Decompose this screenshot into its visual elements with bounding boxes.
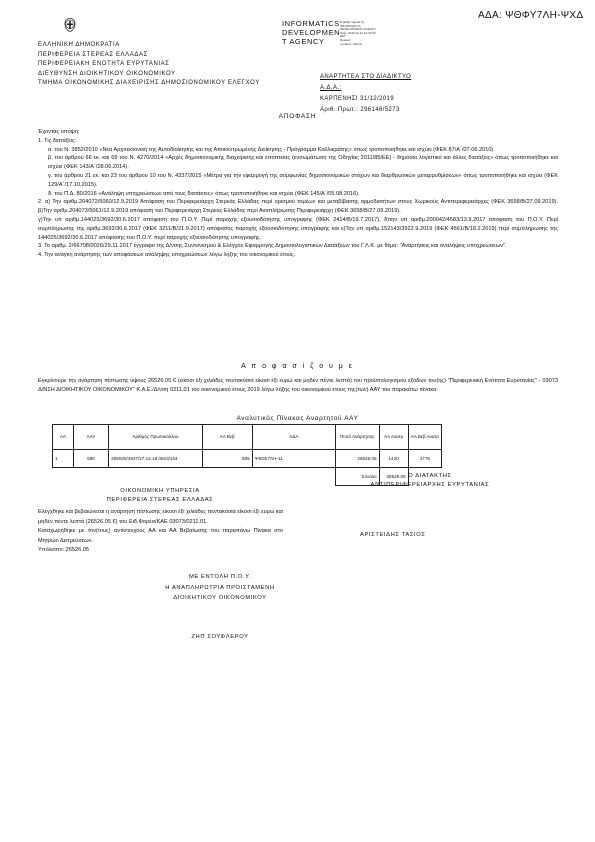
considerations (38, 128, 558, 260)
paragraph: β. του άρθρου 66 εκ. και 69 του Ν. 4270/2014 «Αρχές δημοσιονομικής διαχείρισης και εποπτείας (ενσωμάτωση της Οδηγίας 2011/85/ΕΕ) - δημόσιο λογιστικό και άλλες διατάξεις» όπως τροποποιήθηκε και ισχύει (ΦΕΚ 143/Α΄/28.06.2014). (48, 155, 558, 171)
ada-code: ΑΔΑ: ΨΘΦΥ7ΛΗ-ΨΧΔ (478, 10, 584, 21)
header-line: ΕΛΛΗΝΙΚΗ ΔΗΜΟΚΡΑΤΙΑ (38, 42, 120, 48)
table-cell: 26526.05 (335, 450, 379, 468)
signature-agency-logo (282, 19, 340, 46)
column-header: ΑΔΑ (252, 425, 335, 450)
column-header: ΑΑΥ (73, 425, 108, 450)
signatory-name: ΑΡΙΣΤΕΙΔΗΣ ΤΑΣΙΟΣ (360, 532, 426, 538)
authorizer-role: ΑΝΤΙΠΕΡΙΦΕΡΕΙΑΡΧΗΣ ΕΥΡΥΤΑΝΙΑΣ (370, 482, 490, 488)
paragraph: α. του Ν. 3852/2010 «Νέα Αρχιτεκτονική της Αυτοδιοίκησης και της Αποκεντρωμένης Διοίκησης - Πρόγραμμα Καλλικράτης» όπως τροποποιήθηκε και ισχύει (ΦΕΚ 87/Α΄/07.06.2010). (48, 146, 495, 153)
logo-line: INFORMATICS (282, 19, 340, 28)
greek-emblem-icon (64, 18, 76, 32)
table-cell: 605 (202, 450, 252, 468)
authorizing-officer-block (340, 472, 520, 490)
paragraph: γ. του άρθρου 21 εκ. και 23 του άρθρου 10 του Ν. 4337/2015 «Μέτρα για την εφαρμογή της συμφωνίας δημοσιονομικών στόχων και διαρθρωτικών μεταρρυθμίσεων» όπως τροποποιήθηκε και ισχύει (ΦΕΚ 129/Α΄/17.10.2015). (48, 172, 558, 188)
table-cell: 206020/4837/27.12.18 4823/104 (109, 450, 203, 468)
financial-service-block (80, 487, 240, 505)
column-header: Ποσό Ανάρτησης (335, 425, 379, 450)
table-row (53, 450, 442, 468)
header-line: ΔΙΕΥΘΥΝΣΗ ΔΙΟΙΚΗΤΙΚΟΥ ΟΙΚΟΝΟΜΙΚΟΥ (38, 70, 176, 77)
signature-detail-line: INFORMATICS (340, 23, 361, 28)
column-header: ΑΑ Βεβ Ανατρ (408, 425, 441, 450)
decision-heading: Α π ο φ α σ ί ζ ο υ μ ε (241, 363, 354, 370)
column-header: ΑΑ Βεβ (202, 425, 252, 450)
by-order-block (100, 572, 340, 604)
column-header: ΑΑ (53, 425, 74, 450)
protocol-number: Αριθ. Πρωτ.: 296146/5273 (320, 107, 400, 113)
remaining-balance: Υπόλοιπο: 26526.05 (38, 547, 89, 553)
table-caption: Αναλυτικός Πίνακας Αναρτητού ΑΑΥ (236, 415, 359, 422)
decision-text: Εγκρίνουμε την ανάρτηση πίστωσης ύψους 26526.05 € (είκοσι έξι χιλιάδες πεντακόσια είκοσι έξι ευρώ και μηδέν πέντε λεπτά) του προϋπολογισμού εξόδων του(ης) "Περιφερειακή Ενότητα Ευρυτανίας" - 03073 Δ/ΝΣΗ ΔΙΟΙΚΗΤΙΚΟΥ ΟΙΚΟΝΟΜΙΚΟΥ" Κ.Α.Ε./Δ/νση 0211.01 του οικονομικού έτους 2019 λόγω λήξης του οικονομικού έτους της(των) ΑΑΥ του παρακάτω πίνακα: (38, 378, 558, 393)
document-title: ΑΠΟΦΑΣΗ (278, 113, 317, 120)
paragraph: Ελέγχθηκε και βεβαιώνεται η ανάρτηση πίστωσης είκοσι έξι χιλιάδες πεντακόσια είκοσι έξι ευρώ και μηδέν πέντε λεπτά (26526.05 €) του Ειδ.Φορέα/ΚΑΕ 03073/0211.01. (38, 509, 283, 525)
header-line: ΠΕΡΙΦΕΡΕΙΑ ΣΤΕΡΕΑΣ ΕΛΛΑΔΑΣ (38, 51, 148, 58)
paragraph: Έχοντας υπόψη: (38, 129, 80, 135)
order-line: Η ΑΝΑΠΛΗΡΩΤΡΙΑ ΠΡΟΙΣΤΑΜΕΝΗ (165, 584, 275, 591)
table-cell: 580 (73, 450, 108, 468)
issuing-authority (38, 41, 260, 89)
ada-label: Α.Δ.Α.: (320, 85, 342, 91)
deputy-head-name: ΖΗΠ ΣΟΥΦΛΕΡΟΥ (191, 634, 249, 640)
table-header-row (53, 425, 442, 450)
total-value: 26526.05 (379, 468, 408, 486)
table-cell: 1420 (379, 450, 408, 468)
paragraph: 4. Την ανάγκη ανάρτησης των αποφάσεων ανάληψης υποχρεώσεων λόγω λήξης του οικονομικού έτους. (38, 252, 296, 259)
publication-info (320, 72, 411, 116)
paragraph: Καταχωρήθηκε με τον(τους) αντίστοιχους ΑΑ και ΑΑ Βεβαίωσης του παραπάνω Πίνακα στο Μητρώο Δεσμεύσεων. (38, 528, 283, 544)
place-date: ΚΑΡΠΕΝΗΣΙ 31/12/2019 (320, 96, 395, 102)
column-header: Αριθμός Πρωτοκόλλου (109, 425, 203, 450)
paragraph: 2. α) Την αριθμ.204072/5060/12.9.2019 Απόφαση του Περιφερειάρχη Στερεάς Ελλάδας περί ορισμού τομέων και μεταβίβασης αρμοδιοτήτων στους Χωρικούς Αντιπεριφερειάρχες (ΦΕΚ 3658/Β/27.09.2019). β)Την αριθμ.204073/5061/12.9.2019 απόφαση του Περιφερειάρχη Στερεάς Ελλάδας περί Αναπλήρωσης Περιφερειάρχη (ΦΕΚ 3658/Β/27.09.2019). (38, 199, 558, 215)
paragraph: δ. του Π.Δ. 80/2016 «Ανάληψη υποχρεώσεων από τους διατάκτες» όπως τροποποιήθηκε και ισχύει (ΦΕΚ 145/Α΄/05.08.2016). (48, 190, 360, 197)
logo-line: DEVELOPMEN (282, 28, 341, 37)
publish-online-label: ΑΝΑΡΤΗΤΕΑ ΣΤΟ ΔΙΑΔΙΚΤΥΟ (320, 74, 412, 80)
signature-detail-line: Location: Athens (340, 41, 363, 46)
logo-line: T AGENCY (282, 37, 325, 46)
order-line: ΜΕ ΕΝΤΟΛΗ Π.Ο.Υ. (188, 574, 252, 580)
paragraph: γ)Την υπ αριθμ.144025/3692/30.6.2017 απόφαση του Π.Ο.Υ. Περί παροχής εξουσιοδότησης υπογραφής (ΦΕΚ 2414/Β/19.7.2017), δ)την υπ αριθμ.200042/4583/13.9.2017 απόφαση του Π.Ο.Υ. Περί συμπλήρωσης της αριθμ.3692/30.6.2017 (ΦΕΚ 3211/Β/21.9.2017) απόφασης παροχής εξουσιοδότησης υπογραφής και ε)Την υπ αριθμ.152143/3922.9.2019 (ΦΕΚ 4561/Β/18.2.2019) περί συμπλήρωσης της 144025/3692/30.6.2017 απόφασης του Π.Ο.Υ. περί παροχής εξουσιοδότησης υπογραφής. (38, 216, 558, 241)
signature-detail-line: Date: 2019.12.31 12:22:52 (340, 30, 376, 35)
order-line: ΔΙΟΙΚΗΤΙΚΟΥ ΟΙΚΟΝΟΜΙΚΟΥ (173, 595, 267, 601)
header-line: ΤΜΗΜΑ ΟΙΚΟΝΟΜΙΚΗΣ ΔΙΑΧΕΙΡΙΣΗΣ ΔΗΜΟΣΙΟΝΟΜΙΚΟΥ ΕΛΕΓΧΟΥ (38, 80, 260, 86)
table-cell: Ψ6ΘΣ7ΛΗ-11 (252, 450, 335, 468)
signature-detail-line: EET (340, 34, 346, 39)
signature-detail-line: Reason: (340, 37, 352, 42)
signature-detail-line: DEVELOPMENT AGENCY (340, 27, 376, 32)
authorizer-title: Ο ΔΙΑΤΑΚΤΗΣ (408, 473, 452, 479)
signature-detail-line: Digitally signed by (340, 20, 365, 24)
paragraph: 3. Το αριθμ. 2/66708/0026/29.11.2017 έγγραφο της Δ/νσης Συντονισμού & Ελέγχου Εφαρμογής Δημοσιολογιστικών Διατάξεων του Γ.Λ.Κ. με θέμα: "Αναρτήσεις και αναλήψεις υποχρεώσεων". (38, 243, 507, 250)
service-title: ΟΙΚΟΝΟΜΙΚΗ ΥΠΗΡΕΣΙΑ (120, 488, 200, 494)
header-line: ΠΕΡΙΦΕΡΕΙΑΚΗ ΕΝΟΤΗΤΑ ΕΥΡΥΤΑΝΙΑΣ (38, 61, 170, 67)
paragraph: 1. Τις διατάξεις: (38, 137, 77, 144)
service-region: ΠΕΡΙΦΕΡΕΙΑ ΣΤΕΡΕΑΣ ΕΛΛΑΔΑΣ (106, 497, 214, 503)
column-header: ΑΑ Ανατρ (379, 425, 408, 450)
digital-signature-details (340, 21, 376, 46)
total-label: Σύνολο (335, 468, 379, 486)
verification-text (38, 508, 283, 556)
table-cell: 4775 (408, 450, 441, 468)
table-cell: 1 (53, 450, 74, 468)
